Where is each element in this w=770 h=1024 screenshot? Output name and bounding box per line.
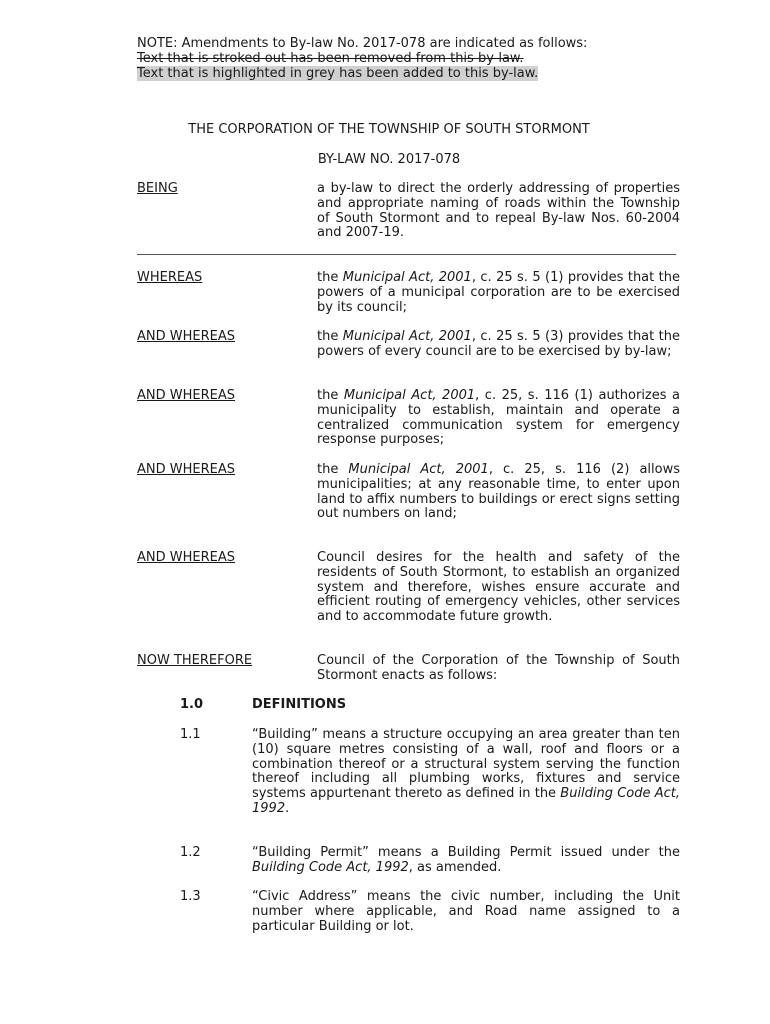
- clause-text: the Municipal Act, 2001, c. 25 s. 5 (3) provides that the powers of every council are to be exercised by by-law;: [317, 329, 680, 359]
- act-name: Municipal Act, 2001: [342, 270, 472, 285]
- clause-label: AND WHEREAS: [137, 388, 235, 403]
- being-text: a by-law to direct the orderly addressing of properties and appropriate naming of roads within the Township of South Stormont and to repeal By-law Nos. 60-2004 and 2007-19.: [317, 181, 680, 241]
- definition-number: 1.2: [180, 845, 201, 860]
- clause-label: WHEREAS: [137, 270, 203, 285]
- divider-line: [137, 254, 676, 255]
- being-label: BEING: [137, 181, 178, 196]
- bylaw-number: BY-LAW NO. 2017-078: [317, 152, 461, 167]
- clause-text: the Municipal Act, 2001, c. 25, s. 116 (1) authorizes a municipality to establish, maintain and operate a centralized communication system for emergency response purposes;: [317, 388, 681, 448]
- note-highlight-text: Text that is highlighted in grey has been added to this by-law.: [137, 65, 539, 81]
- definition-text: “Building” means a structure occupying an area greater than ten (10) square metres consisting of a wall, roof and floors or a combination thereof or a structural system serving the function thereof including all plumbing works, fixtures and service systems appurtenant thereto as defined in the Building Code Act, 1992.: [252, 727, 680, 816]
- section-number: 1.0: [180, 697, 204, 712]
- note-highlight-line: [137, 67, 587, 82]
- definition-number: 1.3: [180, 889, 201, 904]
- clause-label: AND WHEREAS: [137, 462, 235, 477]
- clause-text: the Municipal Act, 2001, c. 25 s. 5 (1) provides that the powers of a municipal corporation are to be exercised by its council;: [317, 270, 680, 315]
- clause-label: AND WHEREAS: [137, 329, 235, 344]
- section-title: DEFINITIONS: [252, 697, 347, 712]
- clause-label: AND WHEREAS: [137, 550, 235, 565]
- definition-number: 1.1: [180, 727, 201, 742]
- note-line: NOTE: Amendments to By-law No. 2017-078 are indicated as follows:: [137, 36, 588, 51]
- clause-label: NOW THEREFORE: [137, 653, 253, 668]
- act-name: Building Code Act, 1992: [252, 786, 680, 816]
- clause-text: the Municipal Act, 2001, c. 25, s. 116 (2) allows municipalities; at any reasonable time, to enter upon land to affix numbers to buildings or erect signs setting out numbers on land;: [317, 462, 681, 522]
- clause-text: Council of the Corporation of the Township of South Stormont enacts as follows:: [317, 653, 680, 683]
- amendment-note: [137, 37, 587, 81]
- note-strikeout-line: Text that is stroked out has been removed from this by-law.: [137, 50, 524, 66]
- act-name: Municipal Act, 2001: [348, 462, 489, 477]
- act-name: Building Code Act, 1992: [252, 859, 409, 875]
- corporation-title: THE CORPORATION OF THE TOWNSHIP OF SOUTH STORMONT: [188, 122, 590, 137]
- definition-text: “Civic Address” means the civic number, including the Unit number where applicable, and Road name assigned to a particular Building or lot.: [252, 889, 680, 934]
- act-name: Municipal Act, 2001: [343, 388, 476, 403]
- act-name: Municipal Act, 2001: [342, 329, 472, 344]
- clause-text: Council desires for the health and safety of the residents of South Stormont, to establish an organized system and therefore, wishes ensure accurate and efficient routing of emergency vehicles, other services and to accommodate future growth.: [317, 550, 680, 625]
- definition-text: “Building Permit” means a Building Permit issued under the Building Code Act, 1992, as amended.: [252, 845, 680, 875]
